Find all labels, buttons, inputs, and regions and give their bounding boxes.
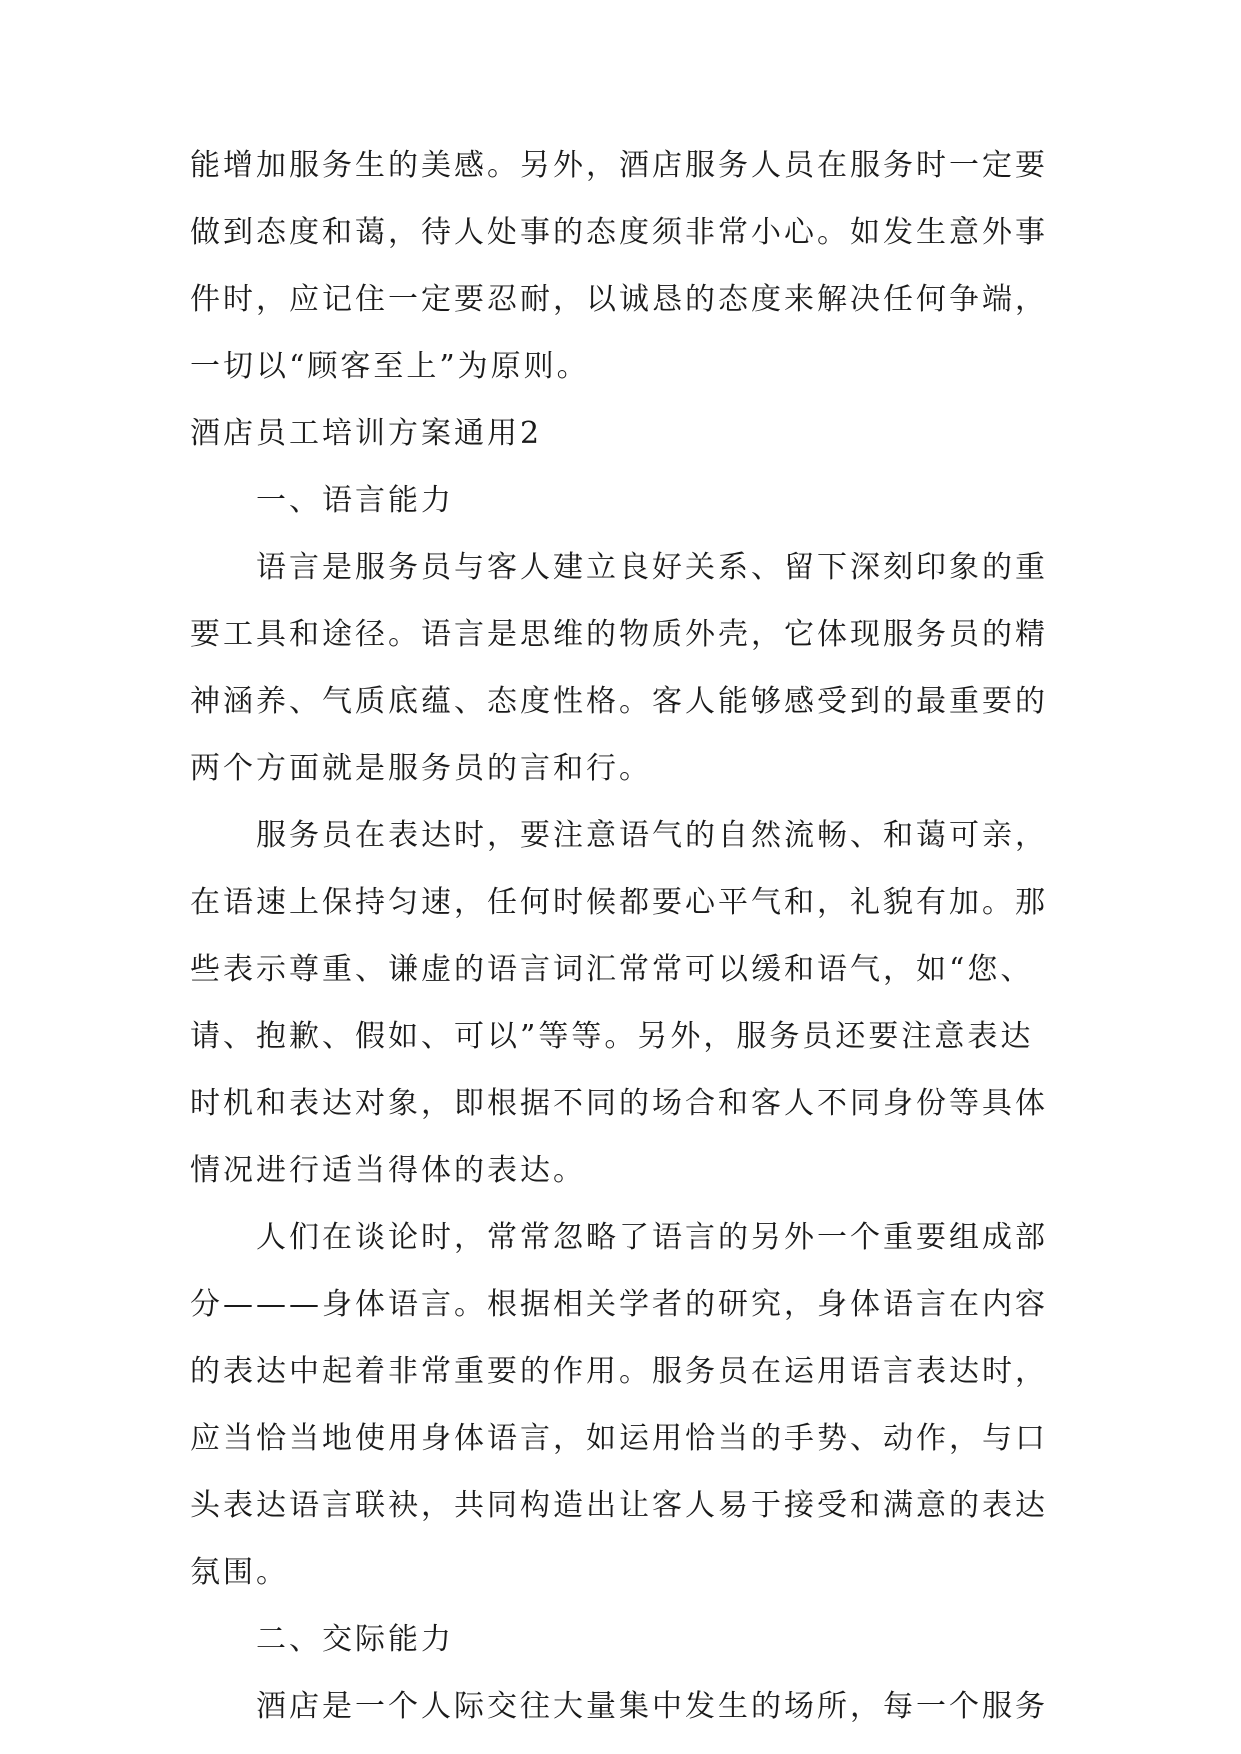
text-line: 的表达中起着非常重要的作用。服务员在运用语言表达时，	[190, 1354, 1048, 1389]
text-line: 两个方面就是服务员的言和行。	[190, 751, 652, 786]
text-line: 在语速上保持匀速，任何时候都要心平气和，礼貌有加。那	[190, 885, 1048, 920]
section-heading: 一、语言能力	[256, 483, 454, 518]
text-line: 件时，应记住一定要忍耐，以诚恳的态度来解决任何争端，	[190, 282, 1048, 317]
text-line: 酒店是一个人际交往大量集中发生的场所，每一个服务	[256, 1689, 1048, 1724]
text-line: 情况进行适当得体的表达。	[190, 1153, 586, 1188]
text-line: 些表示尊重、谦虚的语言词汇常常可以缓和语气，如“您、	[190, 952, 1034, 987]
text-line: 请、抱歉、假如、可以”等等。另外，服务员还要注意表达	[190, 1019, 1034, 1054]
text-line: 时机和表达对象，即根据不同的场合和客人不同身份等具体	[190, 1086, 1048, 1121]
text-line: 头表达语言联袂，共同构造出让客人易于接受和满意的表达	[190, 1488, 1048, 1523]
text-line: 应当恰当地使用身体语言，如运用恰当的手势、动作，与口	[190, 1421, 1048, 1456]
text-line: 一切以“顾客至上”为原则。	[190, 349, 590, 384]
text-line: 神涵养、气质底蕴、态度性格。客人能够感受到的最重要的	[190, 684, 1048, 719]
text-line: 氛围。	[190, 1555, 289, 1590]
section-title: 酒店员工培训方案通用2	[190, 416, 543, 451]
section-heading: 二、交际能力	[256, 1622, 454, 1657]
text-line: 分———身体语言。根据相关学者的研究，身体语言在内容	[190, 1287, 1048, 1322]
text-line: 服务员在表达时，要注意语气的自然流畅、和蔼可亲，	[256, 818, 1048, 853]
text-line: 语言是服务员与客人建立良好关系、留下深刻印象的重	[256, 550, 1048, 585]
text-line: 做到态度和蔼，待人处事的态度须非常小心。如发生意外事	[190, 215, 1048, 250]
text-line: 要工具和途径。语言是思维的物质外壳，它体现服务员的精	[190, 617, 1048, 652]
text-line: 人们在谈论时，常常忽略了语言的另外一个重要组成部	[256, 1220, 1048, 1255]
text-line: 能增加服务生的美感。另外，酒店服务人员在服务时一定要	[190, 148, 1048, 183]
